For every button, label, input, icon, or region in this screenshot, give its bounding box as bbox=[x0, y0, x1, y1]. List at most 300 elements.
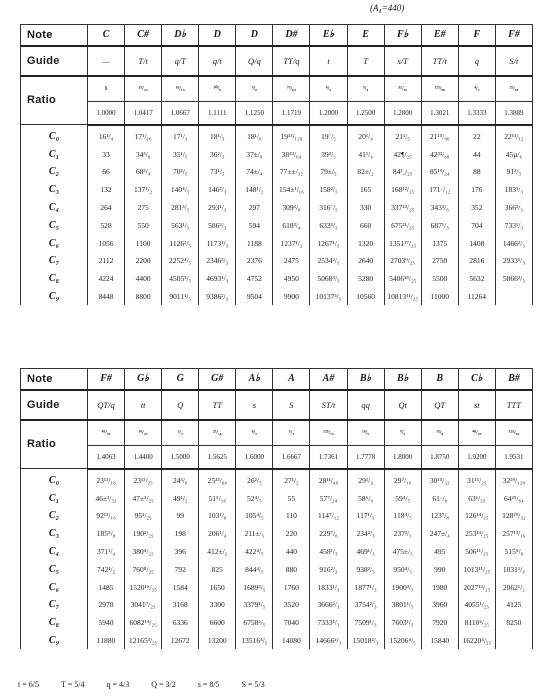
frequency-cell: 165 bbox=[347, 181, 384, 199]
frequency-cell: 1267¹/₅ bbox=[310, 234, 347, 252]
note-header-3: D bbox=[199, 25, 236, 46]
interval-fraction-9: ¹⁵/₈ bbox=[421, 420, 458, 446]
frequency-cell: 1100 bbox=[125, 234, 162, 252]
octave-label: C₅ bbox=[21, 560, 88, 578]
frequency-cell: 13200 bbox=[199, 632, 236, 650]
note-header-5: A bbox=[273, 369, 310, 390]
frequency-cell: 1584 bbox=[162, 578, 199, 596]
guide-cell-9: TT/t bbox=[421, 46, 458, 76]
frequency-cell: 10137³/₅ bbox=[310, 288, 347, 306]
frequency-cell: 1689³/₅ bbox=[236, 578, 273, 596]
frequency-cell: 211±/₅ bbox=[236, 525, 273, 543]
frequency-cell: 198 bbox=[162, 525, 199, 543]
frequency-row bbox=[21, 596, 533, 614]
frequency-cell: 2112 bbox=[88, 252, 125, 270]
frequency-cell: 3801¹/₅ bbox=[384, 596, 421, 614]
frequency-cell: 47±³/₂₅ bbox=[125, 489, 162, 507]
frequency-cell: 281³/₅ bbox=[162, 199, 199, 217]
interval-fraction-0: ⁴⁵/₃₂ bbox=[88, 420, 125, 446]
interval-fraction-5: ⁵/₃ bbox=[273, 420, 310, 446]
frequency-cell: 1126²/₅ bbox=[162, 234, 199, 252]
frequency-cell: 61·/₈ bbox=[421, 489, 458, 507]
frequency-row bbox=[21, 560, 533, 578]
frequency-cell: 5280 bbox=[347, 270, 384, 288]
frequency-cell: 22 bbox=[458, 125, 495, 146]
octave-label: C₃ bbox=[21, 181, 88, 199]
frequency-cell: 264 bbox=[88, 199, 125, 217]
frequency-row bbox=[21, 578, 533, 596]
frequency-cell: 118⁴/₅ bbox=[384, 507, 421, 525]
frequency-cell: 15206⁴/₅ bbox=[384, 632, 421, 650]
frequency-cell: 30¹⁵/₃₂ bbox=[421, 469, 458, 490]
ratio-value-8: 1.2800 bbox=[384, 102, 421, 125]
guide-cell-6: ST/t bbox=[310, 390, 347, 420]
frequency-cell: 49¹/₂ bbox=[162, 489, 199, 507]
frequency-cell: 21¹/₅ bbox=[384, 125, 421, 146]
octave-label: C₄ bbox=[21, 543, 88, 561]
ratio-value-10: 1.9200 bbox=[458, 446, 495, 469]
frequency-cell: 7920 bbox=[421, 614, 458, 632]
guide-cell-10: q bbox=[458, 46, 495, 76]
frequency-cell: 234²/₃ bbox=[347, 525, 384, 543]
frequency-cell: 1520¹⁶/₂₅ bbox=[125, 578, 162, 596]
frequency-cell: 23¹³/₁₆ bbox=[88, 469, 125, 490]
frequency-cell: 46±³/₃₂ bbox=[88, 489, 125, 507]
legend-item: T = 5/4 bbox=[60, 680, 85, 689]
frequency-cell: 293¹/₃ bbox=[199, 199, 236, 217]
frequency-cell: 77±±/₃₂ bbox=[273, 163, 310, 181]
frequency-row bbox=[21, 252, 533, 270]
frequency-cell: 495 bbox=[421, 543, 458, 561]
frequency-cell: 19¹³/₁₂₈ bbox=[273, 125, 310, 146]
frequency-cell: 1320 bbox=[347, 234, 384, 252]
frequency-cell: 140⁴/₅ bbox=[162, 181, 199, 199]
legend-item: Q = 3/2 bbox=[151, 680, 176, 689]
frequency-cell: 1900³/₅ bbox=[384, 578, 421, 596]
frequency-cell: 13516⁴/₅ bbox=[236, 632, 273, 650]
frequency-row bbox=[21, 288, 533, 306]
frequency-cell: 8800 bbox=[125, 288, 162, 306]
frequency-cell: 733¹/₃ bbox=[495, 216, 532, 234]
octave-label: C₈ bbox=[21, 270, 88, 288]
ratio-value-3: 1.5625 bbox=[199, 446, 236, 469]
frequency-cell: 158²/₅ bbox=[310, 181, 347, 199]
frequency-cell: 8110²/₂₅ bbox=[458, 614, 495, 632]
note-header-4: D bbox=[236, 25, 273, 46]
frequency-cell: 55 bbox=[273, 489, 310, 507]
frequency-cell: 825 bbox=[199, 560, 236, 578]
interval-fraction-9: ¹²⁵/₉₆ bbox=[421, 76, 458, 102]
frequency-cell: 2816 bbox=[458, 252, 495, 270]
frequency-cell: 5068⁴/₅ bbox=[310, 270, 347, 288]
frequency-cell: 7603¹/₅ bbox=[384, 614, 421, 632]
frequency-cell: 2346²/₃ bbox=[199, 252, 236, 270]
frequency-cell: 396 bbox=[162, 543, 199, 561]
frequency-cell: 5406¹⁸/₂₅ bbox=[384, 270, 421, 288]
frequency-cell: 275 bbox=[125, 199, 162, 217]
frequency-cell: 506¹¹/₂₅ bbox=[458, 543, 495, 561]
interval-fraction-11: ¹²⁵/₆₄ bbox=[495, 420, 532, 446]
frequency-cell: 2027¹³/₂₅ bbox=[458, 578, 495, 596]
interval-fraction-6: ⁶/₅ bbox=[310, 76, 347, 102]
frequency-cell: 7509¹/₃ bbox=[347, 614, 384, 632]
frequency-cell: 105⁴/₅ bbox=[236, 507, 273, 525]
frequency-cell: 5500 bbox=[421, 270, 458, 288]
octave-label: C₆ bbox=[21, 234, 88, 252]
frequency-cell: 18¹/₈ bbox=[236, 125, 273, 146]
guide-cell-3: q/t bbox=[199, 46, 236, 76]
frequency-cell: 4505³/₅ bbox=[162, 270, 199, 288]
ratio-row-label: Ratio bbox=[21, 76, 88, 125]
ratio-value-4: 1.1250 bbox=[236, 102, 273, 125]
frequency-cell: 64²⁹/₆₄ bbox=[495, 489, 532, 507]
frequency-cell: 3041⁷/₂₅ bbox=[125, 596, 162, 614]
frequency-cell: 366²/₃ bbox=[495, 199, 532, 217]
frequency-cell: 880 bbox=[273, 560, 310, 578]
note-header-2: D♭ bbox=[162, 25, 199, 46]
frequency-cell: 82±/₂ bbox=[347, 163, 384, 181]
frequency-cell: 8448 bbox=[88, 288, 125, 306]
frequency-cell: 26²/₅ bbox=[236, 469, 273, 490]
interval-table-2 bbox=[20, 368, 533, 649]
frequency-cell: 3666²/₃ bbox=[310, 596, 347, 614]
frequency-cell: 146²/₃ bbox=[199, 181, 236, 199]
frequency-cell: 550 bbox=[125, 216, 162, 234]
frequency-cell: 950⁴/₅ bbox=[384, 560, 421, 578]
frequency-cell: 57⁷/₂₄ bbox=[310, 489, 347, 507]
octave-label: C₇ bbox=[21, 596, 88, 614]
note-row-label: Note bbox=[21, 369, 88, 390]
guide-cell-7: T bbox=[347, 46, 384, 76]
frequency-row bbox=[21, 270, 533, 288]
guide-cell-3: TT bbox=[199, 390, 236, 420]
interval-fraction-4: ⁹/₈ bbox=[236, 76, 273, 102]
frequency-cell: 2534²/₅ bbox=[310, 252, 347, 270]
note-header-10: F bbox=[458, 25, 495, 46]
frequency-cell: 253¹³/₂₅ bbox=[458, 525, 495, 543]
frequency-cell: 36²/₃ bbox=[199, 145, 236, 163]
frequency-cell: 85¹⁹/₂₄ bbox=[421, 163, 458, 181]
frequency-cell: 24³/₈ bbox=[162, 469, 199, 490]
frequency-row bbox=[21, 181, 533, 199]
legend-item: t = 6/5 bbox=[18, 680, 39, 689]
frequency-cell: 4055¹/₂₅ bbox=[458, 596, 495, 614]
frequency-cell: 66 bbox=[88, 163, 125, 181]
note-header-6: E♭ bbox=[310, 25, 347, 46]
frequency-cell: 3960 bbox=[421, 596, 458, 614]
frequency-cell: 1351¹⁷/₂₅ bbox=[384, 234, 421, 252]
frequency-cell: 95¹/₂₅ bbox=[125, 507, 162, 525]
frequency-cell: 168¹²/₂₅ bbox=[384, 181, 421, 199]
frequency-cell: 4400 bbox=[125, 270, 162, 288]
frequency-cell: 15840 bbox=[421, 632, 458, 650]
frequency-cell: 59⁴/₅ bbox=[384, 489, 421, 507]
frequency-cell: 316´/₅ bbox=[310, 199, 347, 217]
frequency-cell: 229⁷/₆ bbox=[310, 525, 347, 543]
frequency-cell: 171·/₁₂ bbox=[421, 181, 458, 199]
frequency-cell: 1760 bbox=[273, 578, 310, 596]
frequency-cell: 28¹¹/₄₈ bbox=[310, 469, 347, 490]
frequency-cell: 687¹/₃ bbox=[421, 216, 458, 234]
frequency-cell: 990 bbox=[421, 560, 458, 578]
frequency-cell: 11264 bbox=[458, 288, 495, 306]
ratio-value-7: 1.2500 bbox=[347, 102, 384, 125]
frequency-cell: 220 bbox=[273, 525, 310, 543]
frequency-cell: 27¹/₂ bbox=[273, 469, 310, 490]
frequency-cell: 17¹/₃ bbox=[162, 125, 199, 146]
frequency-cell: 7040 bbox=[273, 614, 310, 632]
frequency-cell: 371¹/₄ bbox=[88, 543, 125, 561]
guide-cell-4: s bbox=[236, 390, 273, 420]
frequency-cell: 110 bbox=[273, 507, 310, 525]
frequency-cell: 4224 bbox=[88, 270, 125, 288]
frequency-cell: 247±/₄ bbox=[421, 525, 458, 543]
note-header-11: B# bbox=[495, 369, 532, 390]
octave-label: C₀ bbox=[21, 125, 88, 146]
frequency-cell: 103¹/₈ bbox=[199, 507, 236, 525]
guide-cell-9: QT bbox=[421, 390, 458, 420]
frequency-cell bbox=[495, 632, 532, 650]
interval-fraction-1: ²⁵/₂₄ bbox=[125, 76, 162, 102]
frequency-cell: 12165³/₂₅ bbox=[125, 632, 162, 650]
frequency-cell: 2252⁴/₅ bbox=[162, 252, 199, 270]
octave-label: C₆ bbox=[21, 578, 88, 596]
frequency-cell: 633³/₅ bbox=[310, 216, 347, 234]
guide-cell-10: st bbox=[458, 390, 495, 420]
frequency-cell: 10560 bbox=[347, 288, 384, 306]
frequency-cell: 128²⁹/₃₂ bbox=[495, 507, 532, 525]
frequency-cell: 422⁴/₅ bbox=[236, 543, 273, 561]
frequency-cell: 9504 bbox=[236, 288, 273, 306]
note-header-1: G♭ bbox=[125, 369, 162, 390]
frequency-cell: 10813¹¹/₂₅ bbox=[384, 288, 421, 306]
frequency-cell: 528 bbox=[88, 216, 125, 234]
interval-fraction-11: ²⁵/₁₈ bbox=[495, 76, 532, 102]
note-header-8: B♭ bbox=[384, 369, 421, 390]
ratio-row-label: Ratio bbox=[21, 420, 88, 469]
ratio-value-9: 1.3021 bbox=[421, 102, 458, 125]
frequency-cell: 1031¹/₄ bbox=[495, 560, 532, 578]
frequency-cell: 9900 bbox=[273, 288, 310, 306]
frequency-cell: 15018²/₃ bbox=[347, 632, 384, 650]
interval-fraction-5: ⁷⁵/₆₄ bbox=[273, 76, 310, 102]
frequency-cell: 35¹/₅ bbox=[162, 145, 199, 163]
frequency-cell: 45µ/₆ bbox=[495, 145, 532, 163]
guide-row-label: Guide bbox=[21, 390, 88, 420]
frequency-cell: 440 bbox=[273, 543, 310, 561]
frequency-cell: 343³/₆ bbox=[421, 199, 458, 217]
frequency-cell: 475±/₅ bbox=[384, 543, 421, 561]
frequency-cell: 6600 bbox=[199, 614, 236, 632]
frequency-cell: 88 bbox=[458, 163, 495, 181]
guide-cell-8: s/T bbox=[384, 46, 421, 76]
ratio-value-11: 1.3889 bbox=[495, 102, 532, 125]
octave-label: C₀ bbox=[21, 469, 88, 490]
frequency-row bbox=[21, 125, 533, 146]
frequency-cell: 79±/₅ bbox=[310, 163, 347, 181]
ratio-value-2: 1.0667 bbox=[162, 102, 199, 125]
interval-fraction-2: ³/₂ bbox=[162, 420, 199, 446]
frequency-cell: 586²/₃ bbox=[199, 216, 236, 234]
frequency-cell: 18¹/₃ bbox=[199, 125, 236, 146]
frequency-cell: 297 bbox=[236, 199, 273, 217]
frequency-cell: 2703⁹/₂₅ bbox=[384, 252, 421, 270]
note-header-9: B bbox=[421, 369, 458, 390]
ratio-value-5: 1.6667 bbox=[273, 446, 310, 469]
note-header-8: F♭ bbox=[384, 25, 421, 46]
frequency-cell: 1833¹/₃ bbox=[310, 578, 347, 596]
frequency-cell: 563¹/₅ bbox=[162, 216, 199, 234]
frequency-cell: 3379¹/₅ bbox=[236, 596, 273, 614]
frequency-cell: 22¹¹/₁₂ bbox=[495, 125, 532, 146]
frequency-cell: 52⁴/₅ bbox=[236, 489, 273, 507]
frequency-row bbox=[21, 234, 533, 252]
interval-fraction-3: ¹⁰/₉ bbox=[199, 76, 236, 102]
frequency-cell: 742¹/₂ bbox=[88, 560, 125, 578]
frequency-cell: 2200 bbox=[125, 252, 162, 270]
frequency-cell: 792 bbox=[162, 560, 199, 578]
frequency-cell: 3300 bbox=[199, 596, 236, 614]
frequency-row bbox=[21, 525, 533, 543]
frequency-cell: 938²/₃ bbox=[347, 560, 384, 578]
frequency-cell bbox=[495, 288, 532, 306]
ratio-value-11: 1.9531 bbox=[495, 446, 532, 469]
octave-label: C₉ bbox=[21, 288, 88, 306]
frequency-cell: 9011¹/₅ bbox=[162, 288, 199, 306]
frequency-cell: 380⁴/₂₅ bbox=[125, 543, 162, 561]
ratio-value-6: 1.7361 bbox=[310, 446, 347, 469]
frequency-row bbox=[21, 507, 533, 525]
frequency-cell: 1877¹/₃ bbox=[347, 578, 384, 596]
guide-cell-8: Qt bbox=[384, 390, 421, 420]
frequency-row bbox=[21, 163, 533, 181]
interval-table-1 bbox=[20, 24, 533, 305]
guide-cell-2: q/T bbox=[162, 46, 199, 76]
frequency-cell: 1466²/₃ bbox=[495, 234, 532, 252]
frequency-cell: 469¹/₃ bbox=[347, 543, 384, 561]
frequency-row bbox=[21, 469, 533, 490]
frequency-cell: 154±¹/₁₆ bbox=[273, 181, 310, 199]
interval-fraction-10: ⁴/₃ bbox=[458, 76, 495, 102]
frequency-cell: 63¹/₂₅ bbox=[458, 489, 495, 507]
frequency-cell: 4693¹/₃ bbox=[199, 270, 236, 288]
note-header-11: F# bbox=[495, 25, 532, 46]
octave-label: C₅ bbox=[21, 216, 88, 234]
frequency-cell: 594 bbox=[236, 216, 273, 234]
interval-fraction-0: 1 bbox=[88, 76, 125, 102]
interval-fraction-6: ¹²⁵/₇₂ bbox=[310, 420, 347, 446]
frequency-cell: 3754²/₃ bbox=[347, 596, 384, 614]
frequency-cell: 33 bbox=[88, 145, 125, 163]
frequency-cell: 4950 bbox=[273, 270, 310, 288]
frequency-cell: 7333¹/₃ bbox=[310, 614, 347, 632]
frequency-cell: 126¹⁴/₂₅ bbox=[458, 507, 495, 525]
frequency-cell: 19´/₅ bbox=[310, 125, 347, 146]
frequency-cell: 257¹³/₁₆ bbox=[495, 525, 532, 543]
frequency-cell: 17¹/₁₆ bbox=[125, 125, 162, 146]
frequency-cell: 5940 bbox=[88, 614, 125, 632]
frequency-cell: 1980 bbox=[421, 578, 458, 596]
frequency-cell: 2933¹/₃ bbox=[495, 252, 532, 270]
frequency-cell: 206¹/₄ bbox=[199, 525, 236, 543]
frequency-cell: 618³/₄ bbox=[273, 216, 310, 234]
frequency-cell: 44 bbox=[458, 145, 495, 163]
note-header-1: C# bbox=[125, 25, 162, 46]
interval-fraction-1: ³⁶/₂₅ bbox=[125, 420, 162, 446]
frequency-cell: 51⁵/₁₆ bbox=[199, 489, 236, 507]
frequency-cell: 92¹³/₁₆ bbox=[88, 507, 125, 525]
frequency-cell: 11000 bbox=[421, 288, 458, 306]
frequency-cell: 39³/₅ bbox=[310, 145, 347, 163]
frequency-cell: 91²/₃ bbox=[495, 163, 532, 181]
note-header-2: G bbox=[162, 369, 199, 390]
ratio-value-0: 1.0000 bbox=[88, 102, 125, 125]
frequency-cell: 16220⁴/₂₅ bbox=[458, 632, 495, 650]
frequency-cell: 515⁵/₈ bbox=[495, 543, 532, 561]
note-header-7: E bbox=[347, 25, 384, 46]
ratio-value-4: 1.6000 bbox=[236, 446, 273, 469]
frequency-cell: 123⁷/₈ bbox=[421, 507, 458, 525]
guide-cell-0: — bbox=[88, 46, 125, 76]
frequency-cell: 32²⁹/₁₂₈ bbox=[495, 469, 532, 490]
frequency-cell: 148¹/₂ bbox=[236, 181, 273, 199]
frequency-cell: 42¶/₂₅ bbox=[384, 145, 421, 163]
frequency-cell: 137¹/₂ bbox=[125, 181, 162, 199]
frequency-cell: 73¹/₃ bbox=[199, 163, 236, 181]
frequency-cell: 309³/₈ bbox=[273, 199, 310, 217]
interval-fraction-7: ⁵/₄ bbox=[347, 76, 384, 102]
ratio-value-2: 1.5000 bbox=[162, 446, 199, 469]
frequency-cell: 70²/₅ bbox=[162, 163, 199, 181]
frequency-cell: 2750 bbox=[421, 252, 458, 270]
note-header-7: B♭ bbox=[347, 369, 384, 390]
frequency-cell: 337²³/₂₅ bbox=[384, 199, 421, 217]
legend-item: s = 8/5 bbox=[197, 680, 220, 689]
guide-cell-6: t bbox=[310, 46, 347, 76]
ratio-value-1: 1.0417 bbox=[125, 102, 162, 125]
frequency-cell: 4125 bbox=[495, 596, 532, 614]
ratio-value-8: 1.8000 bbox=[384, 446, 421, 469]
interval-legend bbox=[18, 680, 287, 689]
guide-cell-4: Q/q bbox=[236, 46, 273, 76]
frequency-cell: 21¹⁵/₉₆ bbox=[421, 125, 458, 146]
guide-cell-5: S bbox=[273, 390, 310, 420]
frequency-row bbox=[21, 632, 533, 650]
frequency-cell: 844⁴/₅ bbox=[236, 560, 273, 578]
note-header-6: A# bbox=[310, 369, 347, 390]
frequency-cell: 237³/₅ bbox=[384, 525, 421, 543]
guide-cell-7: qq bbox=[347, 390, 384, 420]
frequency-row bbox=[21, 614, 533, 632]
frequency-cell: 190²/₂₅ bbox=[125, 525, 162, 543]
frequency-cell: 29¹/₃ bbox=[347, 469, 384, 490]
frequency-cell: 183¹/₃ bbox=[495, 181, 532, 199]
frequency-cell: 9386²/₃ bbox=[199, 288, 236, 306]
frequency-cell: 2475 bbox=[273, 252, 310, 270]
frequency-cell: 1056 bbox=[88, 234, 125, 252]
frequency-cell: 1013¹¹/₂₅ bbox=[458, 560, 495, 578]
frequency-row bbox=[21, 543, 533, 561]
frequency-cell: 42³³/₄₈ bbox=[421, 145, 458, 163]
ratio-value-7: 1.7778 bbox=[347, 446, 384, 469]
frequency-cell: 23¹³/₂₅ bbox=[125, 469, 162, 490]
frequency-cell: 37±/₈ bbox=[236, 145, 273, 163]
frequency-cell: 132 bbox=[88, 181, 125, 199]
octave-label: C₁ bbox=[21, 145, 88, 163]
frequency-cell: 458¹/₃ bbox=[310, 543, 347, 561]
frequency-cell: 352 bbox=[458, 199, 495, 217]
ratio-value-1: 1.4400 bbox=[125, 446, 162, 469]
